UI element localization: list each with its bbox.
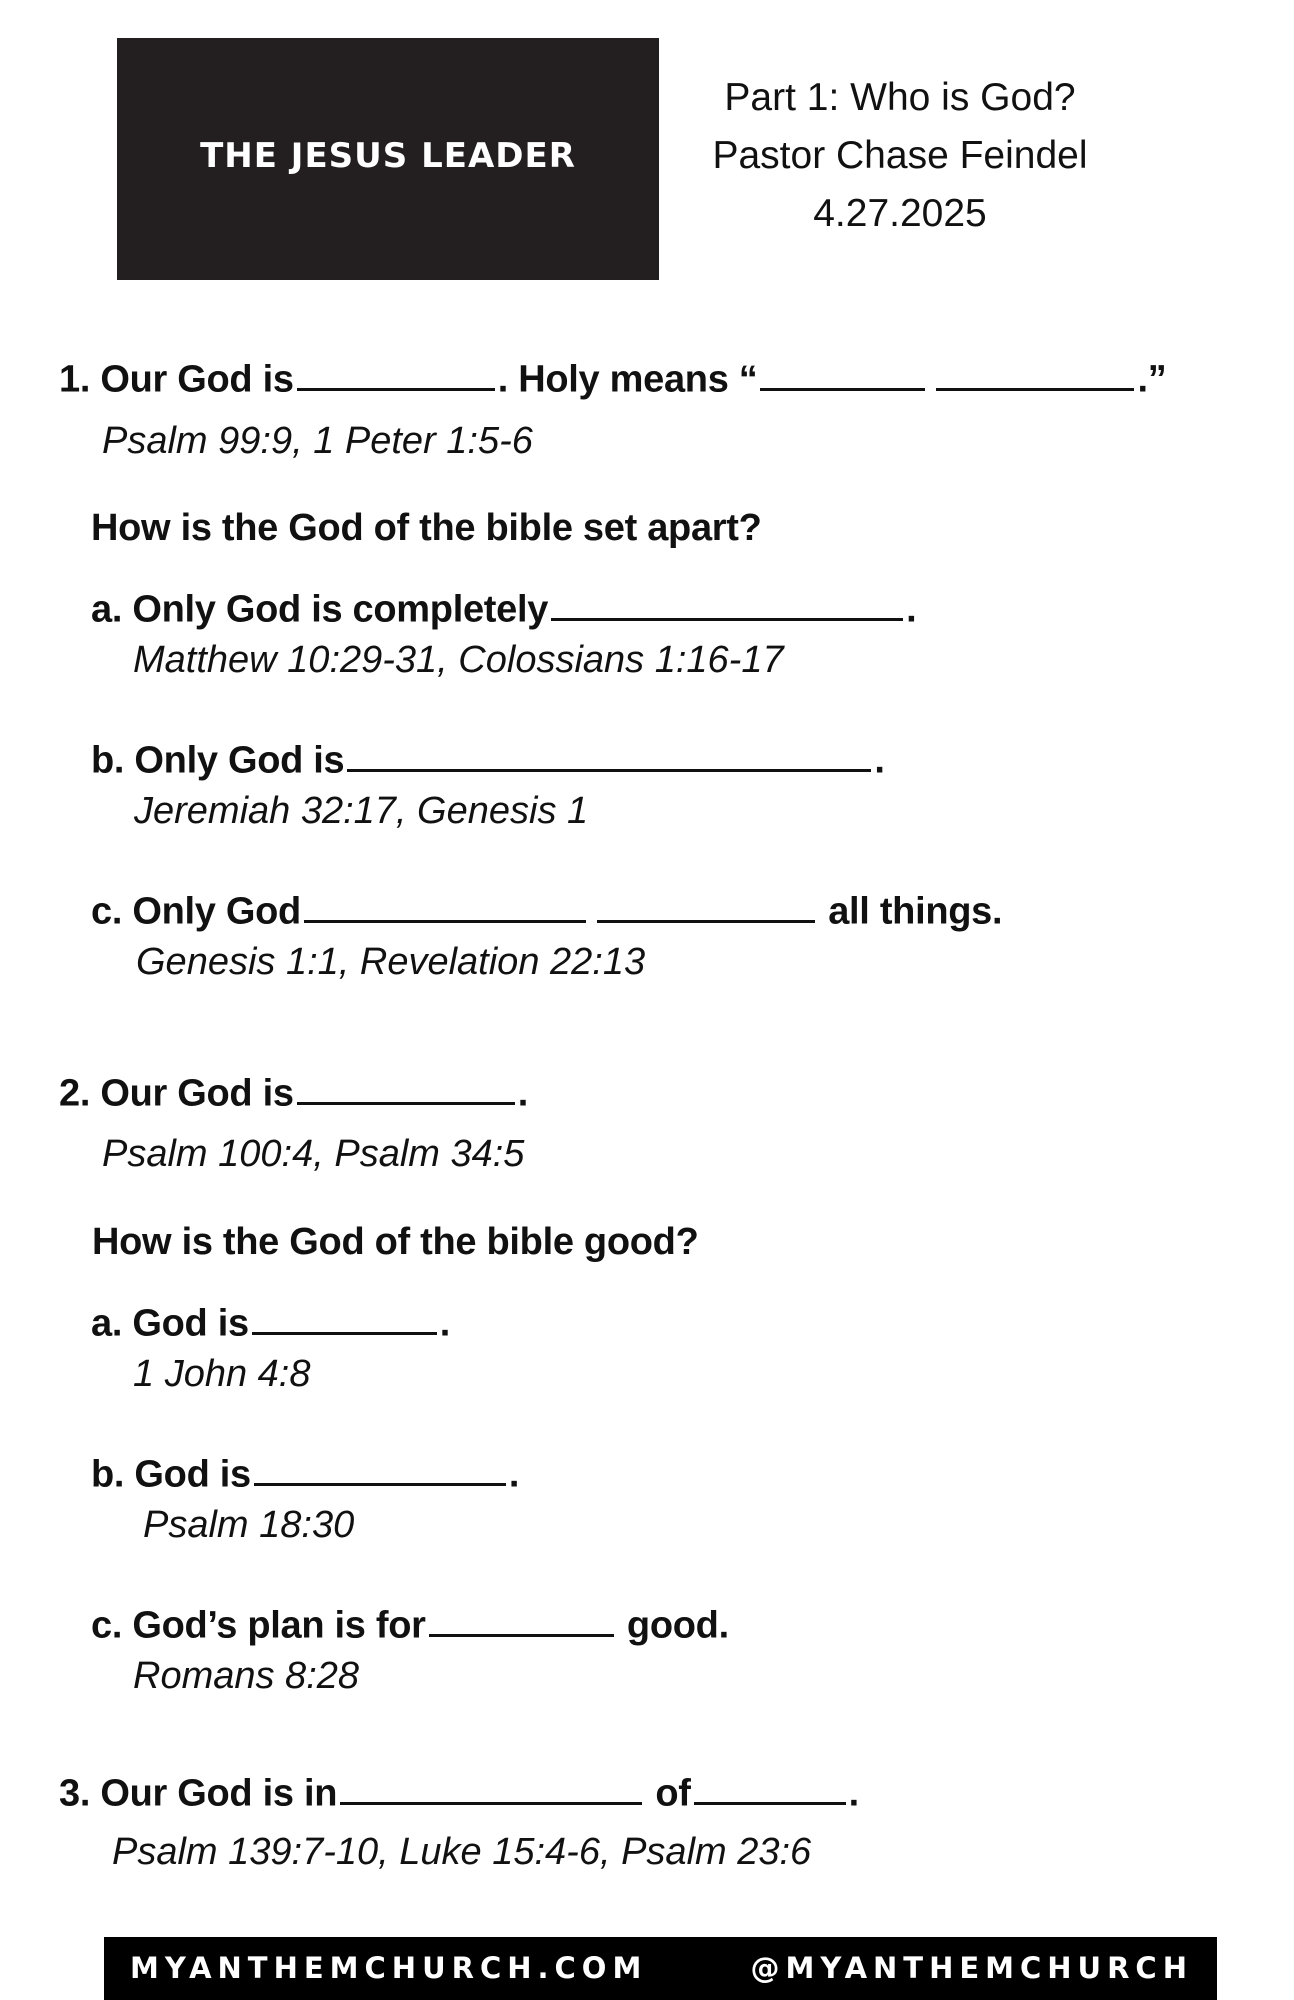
fill-in-blank [760, 358, 925, 391]
point-1b [91, 739, 885, 782]
point-2c [91, 1604, 729, 1647]
point-1-heading [59, 358, 1166, 401]
point-1b-end: . [874, 739, 885, 782]
fill-in-blank [936, 358, 1134, 391]
point-1c-text: c. Only God [91, 890, 301, 933]
fill-in-blank [340, 1772, 642, 1805]
series-part-title: Part 1: Who is God? [724, 76, 1076, 119]
point-2a-end: . [439, 1302, 451, 1345]
point-2a-text: a. God is [91, 1302, 249, 1345]
fill-in-blank [252, 1302, 437, 1335]
point-2b-end: . [508, 1453, 520, 1496]
footer-bar [104, 1937, 1217, 2000]
point-2-text: 2. Our God is [59, 1072, 294, 1115]
fill-in-blank [597, 890, 815, 923]
logo-box [117, 38, 659, 280]
point-1b-refs: Jeremiah 32:17, Genesis 1 [134, 790, 589, 832]
point-3-heading [59, 1772, 859, 1815]
point-1a-refs: Matthew 10:29-31, Colossians 1:16-17 [133, 639, 784, 681]
point-1c [91, 890, 1002, 933]
point-2-question: How is the God of the bible good? [92, 1221, 699, 1263]
fill-in-blank [297, 1072, 515, 1105]
speaker-name: Pastor Chase Feindel [712, 134, 1088, 177]
point-3-refs: Psalm 139:7-10, Luke 15:4-6, Psalm 23:6 [112, 1831, 812, 1873]
fill-in-blank [297, 358, 495, 391]
point-1a-text: a. Only God is completely [91, 588, 549, 631]
fill-in-blank [694, 1772, 846, 1805]
point-2a [91, 1302, 450, 1345]
footer-social-handle[interactable]: @MYANTHEMCHURCH [750, 1951, 1193, 1985]
fill-in-blank [551, 588, 903, 621]
point-1-question: How is the God of the bible set apart? [91, 507, 762, 549]
point-2b-text: b. God is [91, 1453, 251, 1496]
point-1-text-mid: . Holy means “ [497, 358, 758, 401]
point-2c-end: good. [626, 1604, 729, 1647]
point-2-end: . [517, 1072, 528, 1115]
point-2b [91, 1453, 519, 1496]
point-1c-refs: Genesis 1:1, Revelation 22:13 [136, 941, 646, 983]
point-2-heading [59, 1072, 528, 1115]
footer-website-link[interactable]: MYANTHEMCHURCH.COM [130, 1951, 648, 1985]
fill-in-blank [429, 1604, 614, 1637]
point-2b-refs: Psalm 18:30 [143, 1504, 355, 1546]
logo-text: THE JESUS LEADER [200, 136, 576, 176]
fill-in-blank [254, 1453, 506, 1486]
point-3-text-mid: of [655, 1772, 691, 1815]
point-3-end: . [848, 1772, 859, 1815]
point-2c-refs: Romans 8:28 [133, 1655, 360, 1697]
point-1a [91, 588, 916, 631]
point-1b-text: b. Only God is [91, 739, 345, 782]
point-2a-refs: 1 John 4:8 [133, 1353, 311, 1395]
point-2-refs: Psalm 100:4, Psalm 34:5 [102, 1133, 525, 1175]
point-1-text-end: .” [1137, 358, 1167, 401]
fill-in-blank [347, 739, 871, 772]
point-3-text: 3. Our God is in [59, 1772, 338, 1815]
point-2c-text: c. God’s plan is for [91, 1604, 426, 1647]
fill-in-blank [304, 890, 586, 923]
point-1a-end: . [906, 588, 917, 631]
point-1c-end: all things. [828, 890, 1003, 933]
point-1-refs: Psalm 99:9, 1 Peter 1:5-6 [102, 420, 533, 462]
point-1-text: 1. Our God is [59, 358, 294, 401]
sermon-date: 4.27.2025 [813, 192, 987, 235]
